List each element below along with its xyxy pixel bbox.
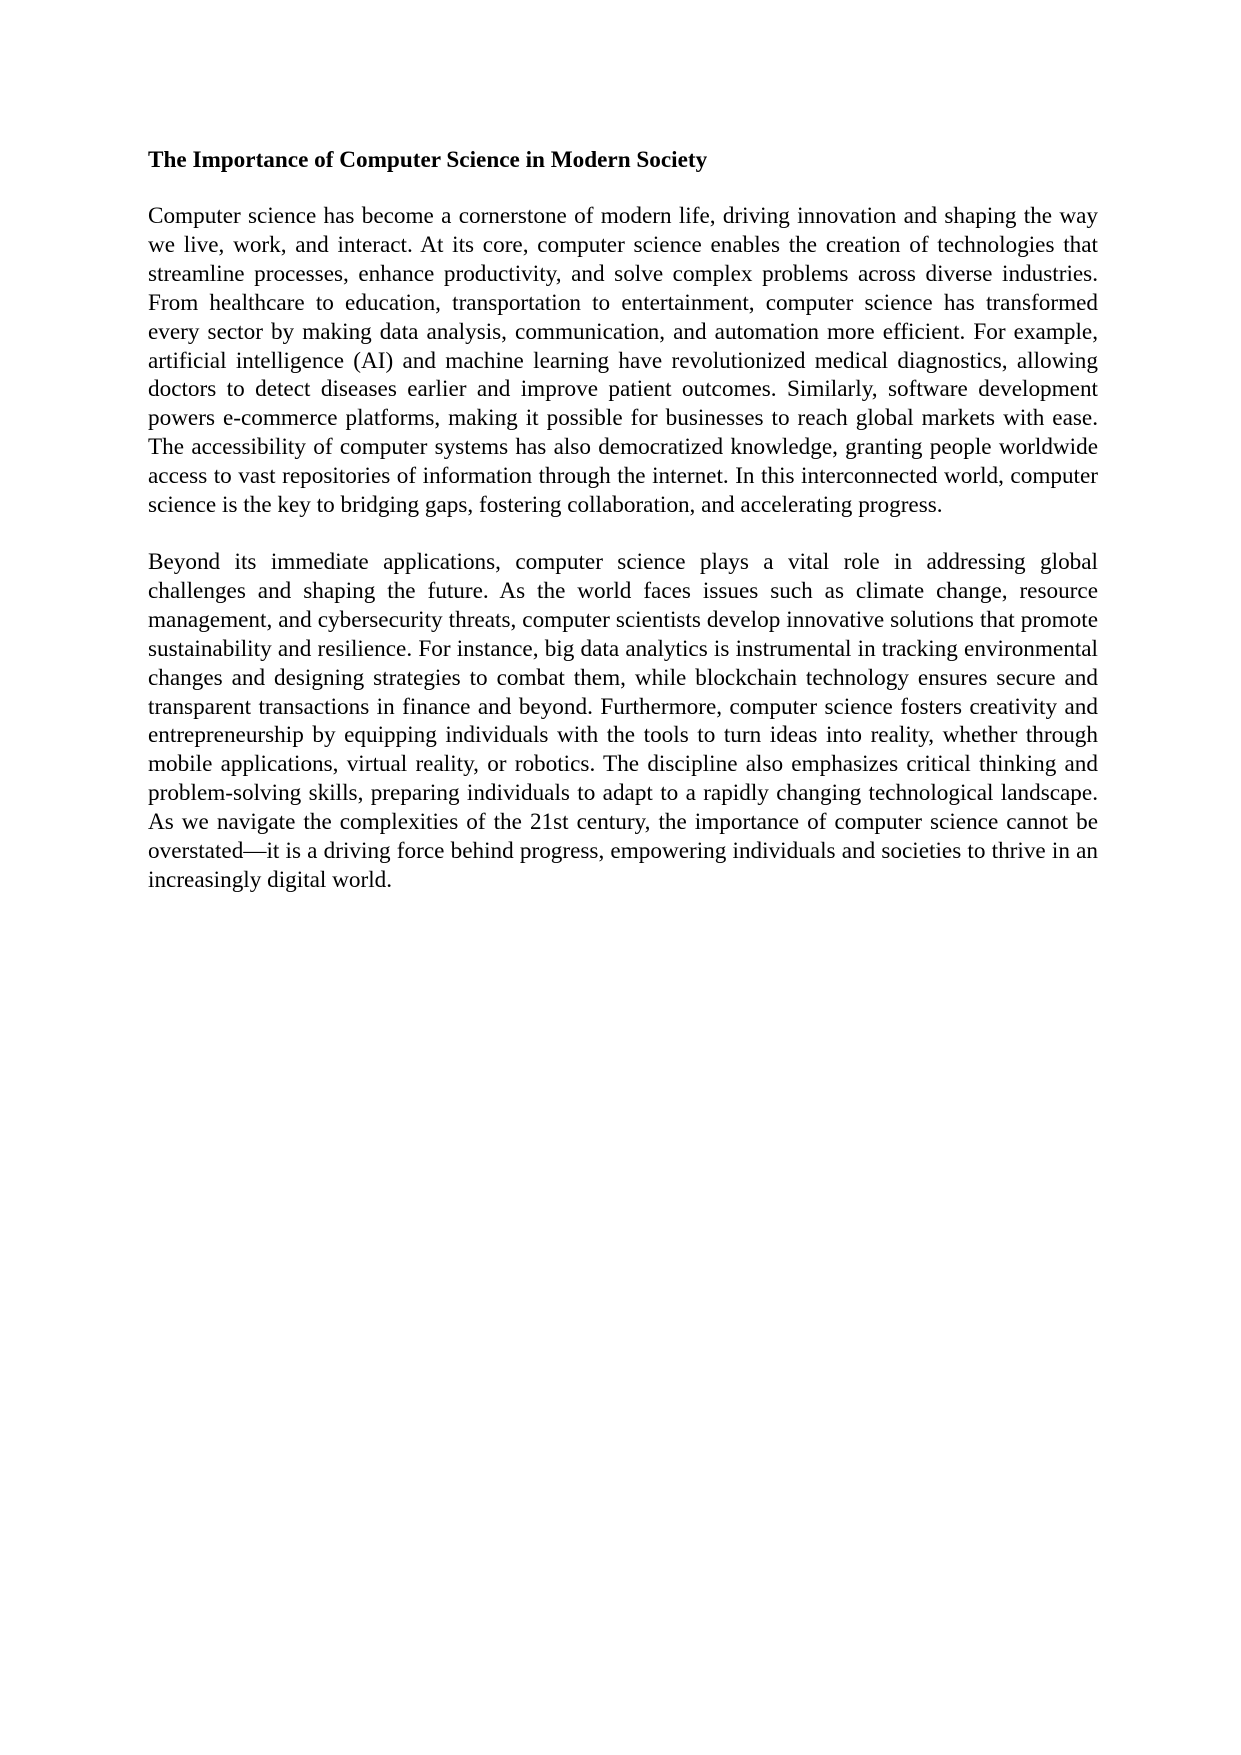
paragraph: Computer science has become a cornerstone of modern life, driving innovation and shaping the way we live, work, and interact. At its core, computer science enables the creation of technologies that streamline processes, enhance productivity, and solve complex problems across diverse industries. From healthcare to education, transportation to entertainment, computer science has transformed every sector by making data analysis, communication, and automation more efficient. For example, artificial intelligence (AI) and machine learning have revolutionized medical diagnostics, allowing doctors to detect diseases earlier and improve patient outcomes. Similarly, software development powers e-commerce platforms, making it possible for businesses to reach global markets with ease. The accessibility of computer systems has also democratized knowledge, granting people worldwide access to vast repositories of information through the internet. In this interconnected world, computer science is the key to bridging gaps, fostering collaboration, and accelerating progress. [148, 203, 1098, 519]
document-title: The Importance of Computer Science in Modern Society [148, 147, 708, 173]
paragraph: Beyond its immediate applications, computer science plays a vital role in addressing global challenges and shaping the future. As the world faces issues such as climate change, resource management, and cybersecurity threats, computer scientists develop innovative solutions that promote sustainability and resilience. For instance, big data analytics is instrumental in tracking environmental changes and designing strategies to combat them, while blockchain technology ensures secure and transparent transactions in finance and beyond. Furthermore, computer science fosters creativity and entrepreneurship by equipping individuals with the tools to turn ideas into reality, whether through mobile applications, virtual reality, or robotics. The discipline also emphasizes critical thinking and problem-solving skills, preparing individuals to adapt to a rapidly changing technological landscape. As we navigate the complexities of the 21st century, the importance of computer science cannot be overstated—it is a driving force behind progress, empowering individuals and societies to thrive in an increasingly digital world. [148, 548, 1098, 893]
document-body [148, 146, 1098, 923]
